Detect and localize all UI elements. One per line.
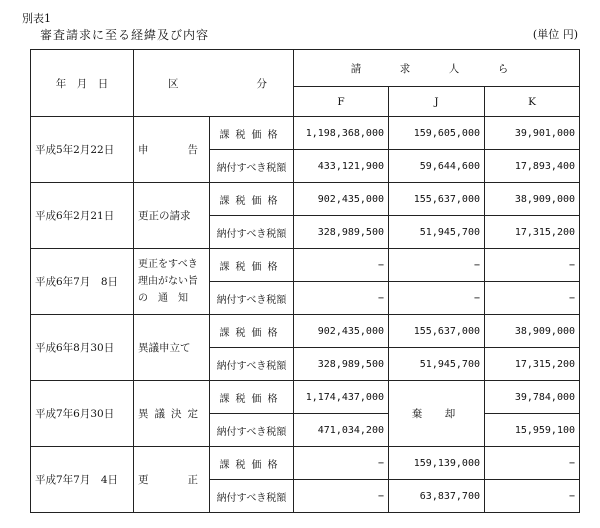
cell-f-tax-base: 902,435,000 (294, 183, 389, 216)
item-tax-payable: 納付すべき税額 (210, 348, 294, 381)
item-tax-base: 課税価格 (210, 381, 294, 414)
header-claimants: 請 求 人 ら (294, 50, 580, 87)
cell-k-tax-payable: − (485, 282, 580, 315)
cell-k-tax-payable: 15,959,100 (485, 414, 580, 447)
item-tax-base: 課税価格 (210, 183, 294, 216)
cell-k-tax-base: 39,784,000 (485, 381, 580, 414)
cell-k-tax-base: 38,909,000 (485, 315, 580, 348)
cell-j-tax-base: 155,637,000 (389, 183, 485, 216)
header-date: 年 月 日 (31, 50, 134, 117)
cell-k-tax-base: 39,901,000 (485, 117, 580, 150)
cell-j-tax-base: 155,637,000 (389, 315, 485, 348)
header-col-f: F (294, 87, 389, 117)
table-row (31, 117, 580, 150)
header-col-k: K (485, 87, 580, 117)
row-category: 異議申立て (134, 315, 210, 381)
item-tax-base: 課税価格 (210, 117, 294, 150)
cell-j-tax-base: − (389, 249, 485, 282)
row-category: 更正の請求 (134, 183, 210, 249)
row-category: 異議決定 (134, 381, 210, 447)
cell-f-tax-base: 1,174,437,000 (294, 381, 389, 414)
document-label: 別表1 (22, 12, 51, 25)
row-category (134, 249, 210, 315)
cell-k-tax-payable: − (485, 480, 580, 513)
cell-f-tax-payable: 328,989,500 (294, 216, 389, 249)
row-date: 平成6年8月30日 (31, 315, 134, 381)
cell-j-tax-payable: 51,945,700 (389, 348, 485, 381)
cell-k-tax-base: 38,909,000 (485, 183, 580, 216)
cell-j-tax-payable: 51,945,700 (389, 216, 485, 249)
table-row (31, 315, 580, 348)
cell-j-tax-payable: − (389, 282, 485, 315)
document-title: 審査請求に至る経緯及び内容 (40, 28, 210, 42)
category-line: の 通 知 (138, 293, 188, 304)
item-tax-payable: 納付すべき税額 (210, 150, 294, 183)
cell-f-tax-payable: 328,989,500 (294, 348, 389, 381)
cell-k-tax-payable: 17,315,200 (485, 216, 580, 249)
cell-f-tax-base: − (294, 447, 389, 480)
table-row (31, 447, 580, 480)
cell-f-tax-payable: 433,121,900 (294, 150, 389, 183)
cell-k-tax-payable: 17,893,400 (485, 150, 580, 183)
header-col-j: J (389, 87, 485, 117)
row-date: 平成7年7月 4日 (31, 447, 134, 513)
cell-j-tax-base: 159,139,000 (389, 447, 485, 480)
item-tax-base: 課税価格 (210, 447, 294, 480)
header-category (134, 50, 294, 117)
row-category: 申 告 (134, 117, 210, 183)
row-category: 更 正 (134, 447, 210, 513)
cell-f-tax-base: 1,198,368,000 (294, 117, 389, 150)
table-row (31, 183, 580, 216)
cell-j-tax-payable: 63,837,700 (389, 480, 485, 513)
row-date: 平成6年2月21日 (31, 183, 134, 249)
row-date: 平成6年7月 8日 (31, 249, 134, 315)
cell-f-tax-payable: − (294, 480, 389, 513)
cell-k-tax-base: − (485, 447, 580, 480)
row-date: 平成7年6月30日 (31, 381, 134, 447)
item-tax-base: 課税価格 (210, 249, 294, 282)
cell-f-tax-payable: 471,034,200 (294, 414, 389, 447)
item-tax-payable: 納付すべき税額 (210, 480, 294, 513)
cell-f-tax-base: 902,435,000 (294, 315, 389, 348)
table-row (31, 249, 580, 282)
category-line: 更正をすべき (138, 259, 198, 270)
cell-f-tax-payable: − (294, 282, 389, 315)
cell-j-tax-base: 159,605,000 (389, 117, 485, 150)
unit-label: (単位 円) (532, 28, 578, 41)
header-category-right: 分 (256, 77, 267, 90)
header-category-left: 区 (168, 77, 179, 90)
item-tax-payable: 納付すべき税額 (210, 414, 294, 447)
cell-f-tax-base: − (294, 249, 389, 282)
item-tax-payable: 納付すべき税額 (210, 216, 294, 249)
category-line: 理由がない旨 (138, 276, 198, 287)
cell-j-merged: 棄 却 (389, 381, 485, 447)
item-tax-payable: 納付すべき税額 (210, 282, 294, 315)
header-row-1 (31, 50, 580, 87)
table-row (31, 381, 580, 414)
item-tax-base: 課税価格 (210, 315, 294, 348)
cell-k-tax-base: − (485, 249, 580, 282)
history-table (30, 49, 580, 513)
row-date: 平成5年2月22日 (31, 117, 134, 183)
cell-k-tax-payable: 17,315,200 (485, 348, 580, 381)
cell-j-tax-payable: 59,644,600 (389, 150, 485, 183)
